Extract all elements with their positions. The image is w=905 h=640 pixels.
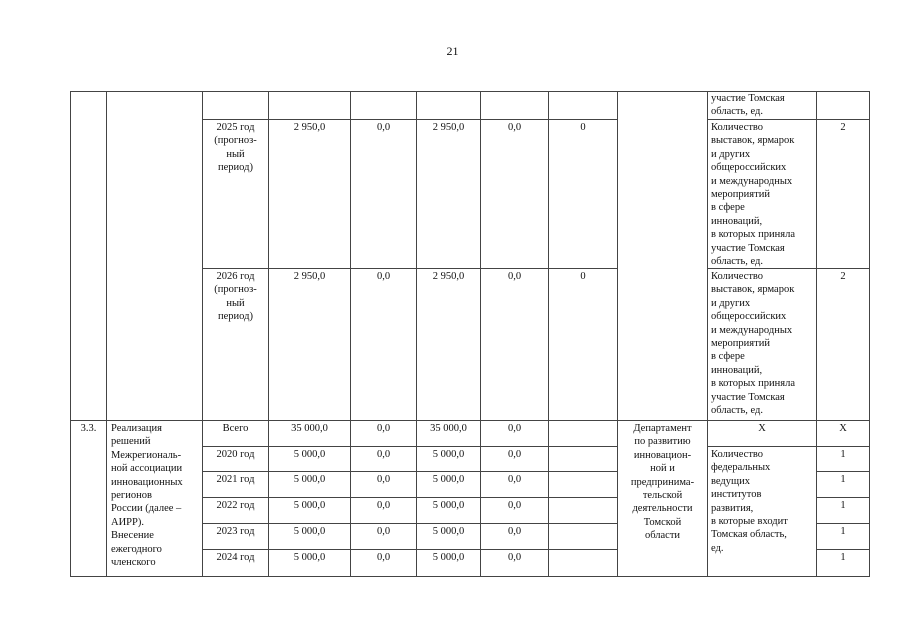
table-cell-total: 35 000,0	[291, 423, 328, 434]
table-cell-indicator-value: 2	[840, 122, 846, 133]
table-cell-regional: 2 950,0	[432, 271, 465, 282]
table-cell-period: 2025 год (прогноз- ный период)	[214, 122, 257, 174]
table-cell-period: 2026 год (прогноз- ный период)	[214, 271, 257, 323]
table-cell-indicator-value: 1	[840, 474, 846, 485]
table-cell-local: 0,0	[507, 500, 522, 511]
table-cell-federal: 0,0	[376, 474, 391, 485]
table-cell-regional: 5 000,0	[432, 526, 465, 537]
table-cell-total: 5 000,0	[293, 500, 326, 511]
table-cell-local: 0,0	[507, 423, 522, 434]
table-cell-federal: 0,0	[376, 526, 391, 537]
table-cell-extrabudgetary: 0	[580, 122, 586, 133]
table-cell-indicator-name: Х	[758, 423, 766, 434]
executor-name: Департамент по развитию инновацион- ной и предпринима- тельской деятельности Томской области	[630, 423, 695, 542]
table-cell-extrabudgetary: 0	[580, 271, 586, 282]
table-cell-total: 5 000,0	[293, 449, 326, 460]
table-cell-regional: 5 000,0	[432, 552, 465, 563]
table-cell-total: 5 000,0	[293, 552, 326, 563]
measure-name: Реализация решений Межрегиональ- ной ассоциации инновационных регионов России (далее – АИРР). Внесение ежегодного членского	[111, 423, 183, 569]
table-cell-indicator-value: 1	[840, 449, 846, 460]
table-cell-period: 2023 год	[216, 526, 255, 537]
table-cell-indicator-name: участие Томская область, ед.	[711, 93, 785, 118]
table-cell-local: 0,0	[507, 552, 522, 563]
table-cell-indicator-name: Количество федеральных ведущих институтов развития, в которые входит Томская область, ед.	[711, 449, 788, 554]
table-cell-federal: 0,0	[376, 423, 391, 434]
table-cell-indicator-value: 1	[840, 526, 846, 537]
table-cell-indicator-value: 1	[840, 552, 846, 563]
page-number: 21	[446, 44, 459, 58]
table-cell-period: 2022 год	[216, 500, 255, 511]
table-cell-federal: 0,0	[376, 122, 391, 133]
table-cell-regional: 5 000,0	[432, 474, 465, 485]
table-cell-total: 5 000,0	[293, 474, 326, 485]
table-cell-total: 2 950,0	[293, 271, 326, 282]
section-number: 3.3.	[80, 423, 97, 434]
table-cell-period: 2020 год	[216, 449, 255, 460]
table-cell-regional: 35 000,0	[430, 423, 467, 434]
table-cell-federal: 0,0	[376, 500, 391, 511]
table-cell-federal: 0,0	[376, 449, 391, 460]
table-cell-period: Всего	[222, 423, 249, 434]
table-cell-local: 0,0	[507, 474, 522, 485]
table-cell-period: 2024 год	[216, 552, 255, 563]
table-cell-federal: 0,0	[376, 271, 391, 282]
table-cell-regional: 2 950,0	[432, 122, 465, 133]
table-cell-local: 0,0	[507, 271, 522, 282]
table-cell-regional: 5 000,0	[432, 500, 465, 511]
table-cell-period: 2021 год	[216, 474, 255, 485]
table-cell-federal: 0,0	[376, 552, 391, 563]
table-cell-indicator-name: Количество выставок, ярмарок и других общероссийских и международных мероприятий в сфере инноваций, в которых приняла участие Томская область, ед.	[711, 271, 795, 417]
table-cell-indicator-value: 1	[840, 500, 846, 511]
table-cell-indicator-value: 2	[840, 271, 846, 282]
table-cell-local: 0,0	[507, 526, 522, 537]
table-cell-local: 0,0	[507, 122, 522, 133]
table-cell-regional: 5 000,0	[432, 449, 465, 460]
table-cell-indicator-value: Х	[839, 423, 847, 434]
table-cell-total: 5 000,0	[293, 526, 326, 537]
table-cell-total: 2 950,0	[293, 122, 326, 133]
table-cell-local: 0,0	[507, 449, 522, 460]
table-cell-indicator-name: Количество выставок, ярмарок и других общероссийских и международных мероприятий в сфере инноваций, в которых приняла участие Томская область, ед.	[711, 122, 795, 268]
